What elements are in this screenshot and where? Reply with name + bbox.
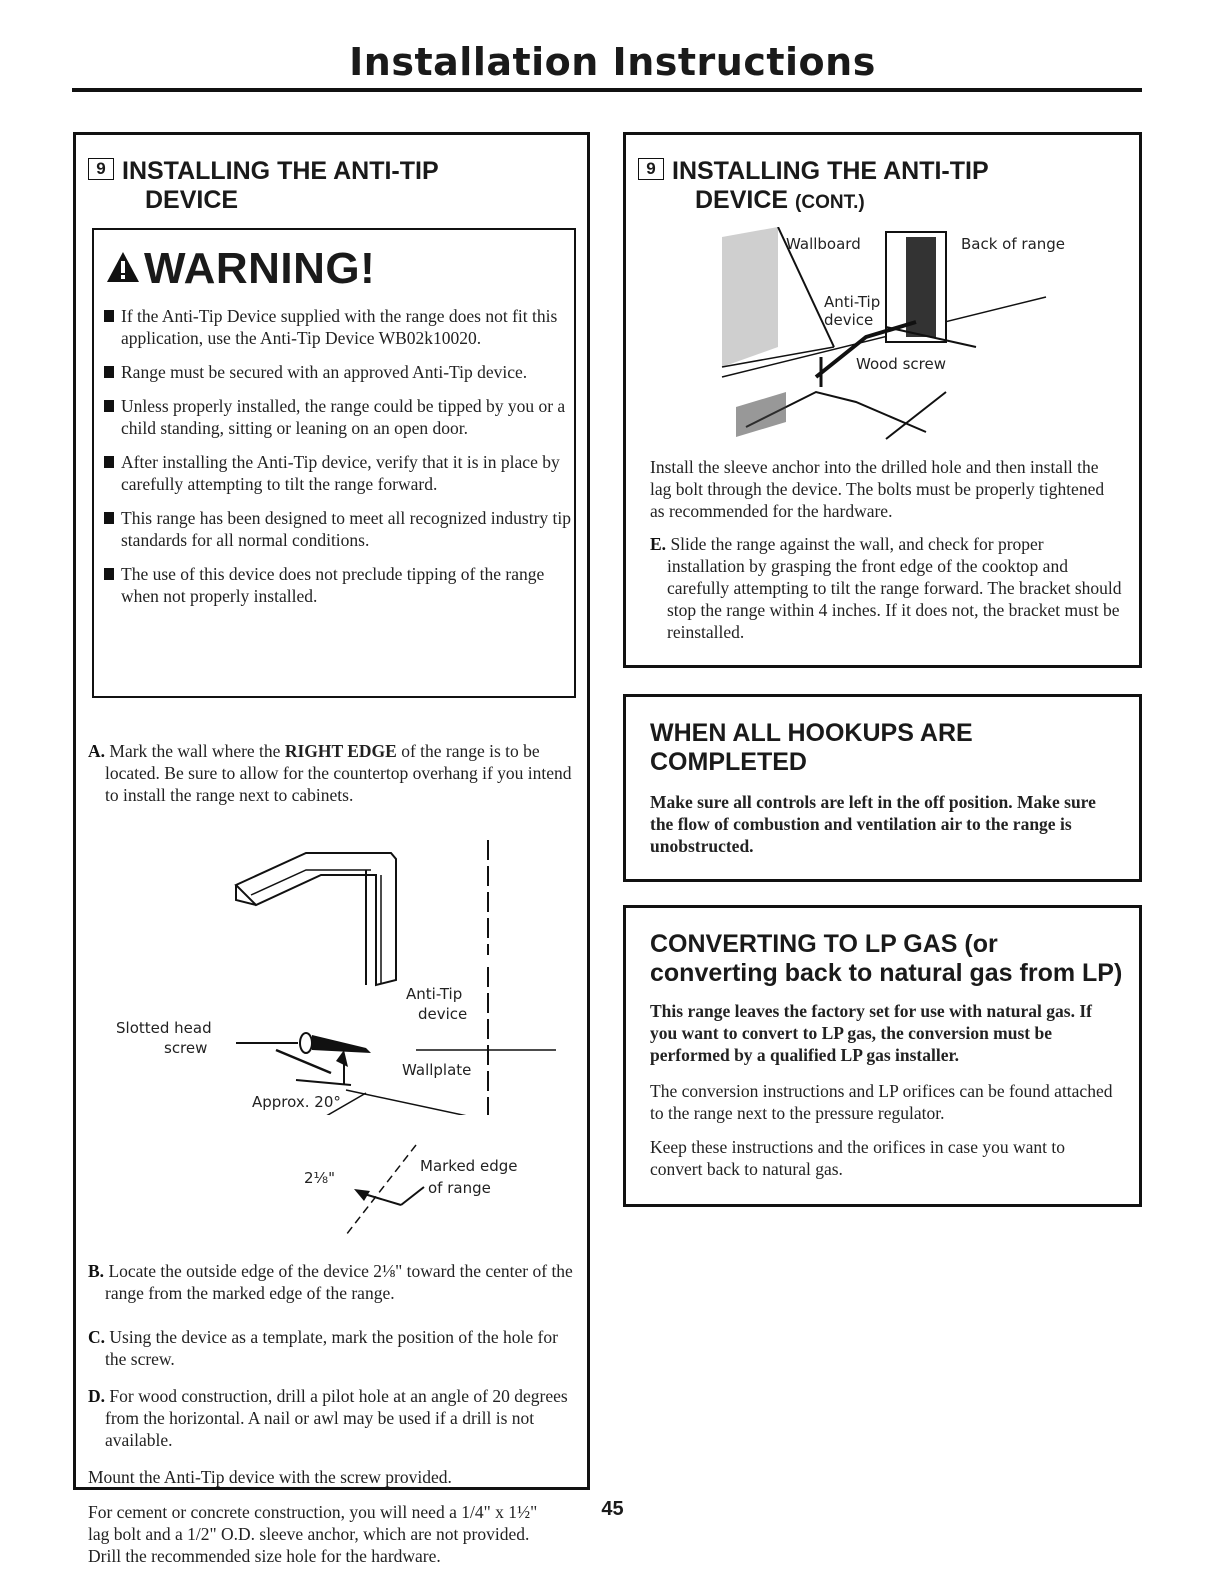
heading-line1: WHEN ALL HOOKUPS ARE: [650, 719, 973, 747]
bullet-icon: [104, 568, 114, 580]
heading-line1: INSTALLING THE ANTI-TIP: [122, 157, 439, 185]
label-screw: screw: [164, 1039, 208, 1057]
mount-text: Mount the Anti-Tip device with the screw provided.: [88, 1467, 452, 1487]
label-approx-angle: Approx. 20°: [252, 1093, 341, 1111]
warning-item: This range has been designed to meet all recognized industry tip standards for all normal conditions.: [104, 507, 574, 551]
bullet-icon: [104, 456, 114, 468]
label-back-of-range: Back of range: [961, 235, 1066, 253]
heading-line2: COMPLETED: [650, 748, 807, 776]
warning-item: Unless properly installed, the range could be tipped by you or a child standing, sitting or leaning on an open door.: [104, 395, 574, 439]
anti-tip-bracket-diagram: [116, 835, 556, 1115]
label-device: device: [418, 1005, 468, 1023]
hookups-text: Make sure all controls are left in the off position. Make sure the flow of combustion and ventilation air to the range is unobstructed.: [650, 792, 1096, 856]
bullet-icon: [104, 400, 114, 412]
label-of-range: of range: [428, 1179, 491, 1197]
anti-tip-cont-section: [623, 132, 1142, 668]
heading-line2: DEVICE: [145, 186, 239, 214]
lp-gas-section: [623, 905, 1142, 1207]
warning-item: If the Anti-Tip Device supplied with the range does not fit this application, use the Anti-Tip Device WB02k10020.: [104, 305, 574, 349]
heading-line1: INSTALLING THE ANTI-TIP: [672, 157, 989, 185]
bullet-icon: [104, 366, 114, 378]
step-a: A. Mark the wall where the RIGHT EDGE of the range is to be located. Be sure to allow for the countertop overhang if you intend to install the range next to cabinets.: [88, 741, 572, 805]
label-measure: 2⅛": [304, 1169, 335, 1187]
section-heading: [650, 719, 973, 777]
step-d: D. For wood construction, drill a pilot hole at an angle of 20 degrees from the horizontal. A nail or awl may be used if a drill is not available.: [88, 1386, 568, 1450]
label-anti-tip: Anti-Tip: [406, 985, 463, 1003]
cement-text: For cement or concrete construction, you will need a 1/4" x 1½" lag bolt and a 1/2" O.D. sleeve anchor, which are not provided. Drill the recommended size hole for the hardware.: [88, 1502, 538, 1566]
section-heading: [650, 930, 1122, 988]
wall-mount-diagram: [716, 227, 1076, 447]
step-e: E. Slide the range against the wall, and check for proper installation by grasping the front edge of the cooktop and carefully attempting to tilt the range forward. The bracket should stop the range within 4 inches. If it does not, the bracket must be reinstalled.: [650, 534, 1122, 642]
section-heading: [638, 157, 989, 217]
page-title: Installation Instructions: [349, 40, 876, 84]
section-heading: [88, 157, 439, 215]
step-c: C. Using the device as a template, mark the position of the hole for the screw.: [88, 1327, 558, 1369]
bullet-icon: [104, 310, 114, 322]
label-anti-tip: Anti-Tip: [824, 293, 881, 311]
warning-item: The use of this device does not preclude tipping of the range when not properly installed.: [104, 563, 574, 607]
step-b: B. Locate the outside edge of the device 2⅛" toward the center of the range from the marked edge of the range.: [88, 1261, 573, 1303]
warning-item: Range must be secured with an approved Anti-Tip device.: [104, 361, 574, 383]
warning-triangle-icon: [106, 251, 140, 283]
warning-title: [106, 244, 375, 294]
heading-line1: CONVERTING TO LP GAS (or: [650, 930, 998, 958]
hookups-section: [623, 694, 1142, 882]
lp-para1: The conversion instructions and LP orifices can be found attached to the range next to the pressure regulator.: [650, 1081, 1113, 1123]
heading-line2: DEVICE: [695, 186, 789, 214]
install-text: Install the sleeve anchor into the drilled hole and then install the lag bolt through the device. The bolts must be properly tightened as recommended for the hardware.: [650, 457, 1105, 521]
warning-title-text: WARNING!: [144, 244, 376, 293]
label-wood-screw: Wood screw: [856, 355, 946, 373]
lp-bold-text: This range leaves the factory set for use with natural gas. If you want to convert to LP gas, the conversion must be performed by a qualified LP gas installer.: [650, 1001, 1092, 1065]
heading-cont: (CONT.): [795, 192, 865, 213]
step-number-badge: 9: [638, 158, 664, 180]
warning-item: After installing the Anti-Tip device, verify that it is in place by carefully attempting to tilt the range forward.: [104, 451, 574, 495]
warning-box: [92, 228, 576, 698]
label-wallboard: Wallboard: [786, 235, 861, 253]
bullet-icon: [104, 512, 114, 524]
title-rule: [72, 88, 1142, 92]
label-slotted-head: Slotted head: [116, 1019, 212, 1037]
label-device: device: [824, 311, 874, 329]
lp-para2: Keep these instructions and the orifices in case you want to convert back to natural gas.: [650, 1137, 1066, 1179]
label-marked-edge: Marked edge: [420, 1157, 518, 1175]
anti-tip-section: [73, 132, 590, 1566]
heading-line2: converting back to natural gas from LP): [650, 959, 1123, 987]
step-number-badge: 9: [88, 158, 114, 180]
page-number: 45: [601, 1498, 624, 1520]
label-wallplate: Wallplate: [402, 1061, 472, 1079]
warning-list: [104, 305, 574, 619]
